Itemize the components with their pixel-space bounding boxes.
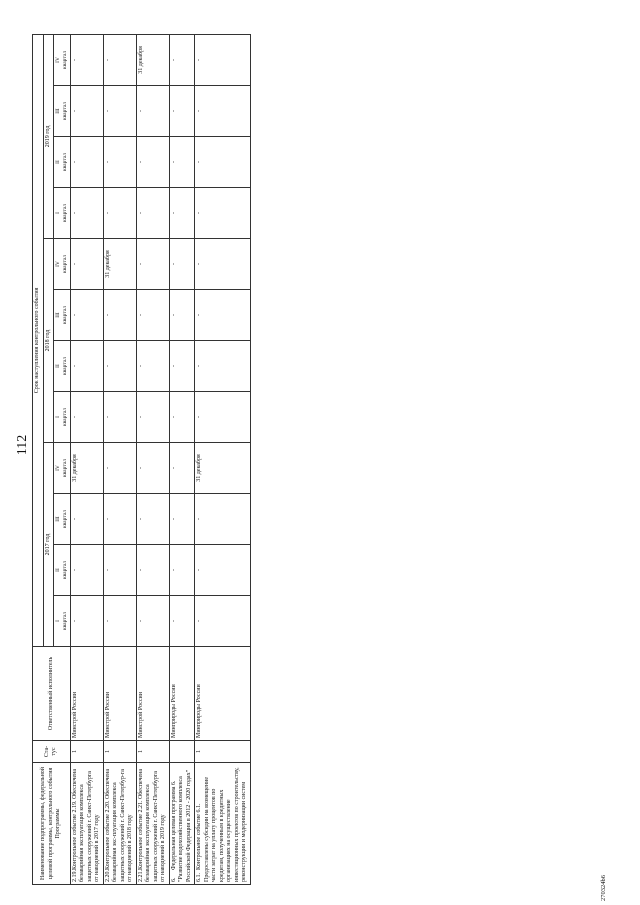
quarter-cell: -: [195, 494, 251, 545]
quarter-cell: -: [169, 290, 195, 341]
quarter-cell: -: [136, 239, 169, 290]
quarter-word: квартал: [61, 254, 68, 274]
header-status: Ста-тус: [33, 741, 71, 763]
quarter-cell: -: [136, 443, 169, 494]
header-quarter: [54, 239, 71, 290]
quarter-word: квартал: [61, 611, 68, 631]
quarter-cell: -: [103, 596, 136, 647]
header-year: 2018 год: [43, 239, 54, 443]
row-executor: Минприроды России: [195, 647, 251, 741]
quarter-cell: 31 декабря: [136, 34, 169, 85]
quarter-cell: -: [136, 392, 169, 443]
control-events-table: [32, 34, 251, 885]
quarter-cell: -: [103, 341, 136, 392]
quarter-cell: -: [70, 341, 103, 392]
quarter-cell: -: [195, 596, 251, 647]
header-executor: Ответственный исполнитель: [33, 647, 71, 741]
row-status: 1: [103, 741, 136, 763]
row-name: Контрольное событие 6.1. Предоставлены субсидии на возмещение части затрат на уплату процентов по кредитам, полученным в кредитных организациях на осуществление инвестиционных проектов по строительству, реконструкции и модернизации систем: [196, 767, 248, 882]
quarter-cell: -: [103, 545, 136, 596]
quarter-cell: -: [195, 137, 251, 188]
row-name-cell: [103, 763, 136, 885]
header-name: Наименование подпрограммы, федеральной целевой программы, контрольного события Программы: [33, 763, 71, 885]
quarter-cell: -: [103, 290, 136, 341]
quarter-cell: -: [169, 494, 195, 545]
quarter-cell: -: [169, 341, 195, 392]
quarter-cell: -: [136, 290, 169, 341]
quarter-word: квартал: [61, 101, 68, 121]
quarter-cell: -: [169, 443, 195, 494]
quarter-cell: -: [169, 545, 195, 596]
header-deadline: Срок наступления контрольного события: [33, 34, 44, 646]
row-executor: Минстрой России: [70, 647, 103, 741]
quarter-word: квартал: [61, 509, 68, 529]
quarter-number: II: [55, 160, 61, 164]
quarter-word: квартал: [61, 305, 68, 325]
quarter-number: IV: [55, 261, 61, 267]
quarter-number: II: [55, 568, 61, 572]
table-row: [103, 34, 136, 884]
header-quarter: [54, 86, 71, 137]
quarter-cell: -: [136, 545, 169, 596]
quarter-cell: 31 декабря: [70, 443, 103, 494]
quarter-cell: -: [195, 34, 251, 85]
page-number: 112: [15, 434, 30, 456]
quarter-cell: -: [195, 239, 251, 290]
quarter-cell: -: [169, 34, 195, 85]
quarter-cell: -: [169, 86, 195, 137]
row-status: 1: [195, 741, 251, 763]
quarter-cell: -: [70, 392, 103, 443]
quarter-cell: -: [169, 188, 195, 239]
quarter-cell: -: [169, 239, 195, 290]
quarter-cell: -: [103, 137, 136, 188]
quarter-cell: -: [70, 494, 103, 545]
quarter-number: I: [55, 212, 61, 214]
header-year: 2017 год: [43, 443, 54, 647]
row-name: Контрольное событие 2.21. Обеспечена безаварийная эксплуатация комплекса защитных сооружений г. Санкт-Петербурга от наводнений в 2019 году: [137, 768, 167, 882]
quarter-cell: -: [136, 188, 169, 239]
quarter-cell: -: [136, 494, 169, 545]
quarter-cell: -: [195, 86, 251, 137]
quarter-word: квартал: [61, 407, 68, 427]
quarter-word: квартал: [61, 50, 68, 69]
document-id: 270324b6: [600, 875, 607, 901]
row-name: Контрольное событие 2.20. Обеспечена безаварийная экс-плуатация комплекса защитных сооружений г. Санкт-Петербур-га от наводнений в 2018 году: [104, 768, 134, 882]
quarter-number: III: [55, 516, 61, 522]
quarter-cell: -: [103, 494, 136, 545]
row-name: Федеральная целевая программа 6. "Развитие водохозяйственного комплекса Российской Федерации в 2012 - 2020 годах": [170, 769, 192, 882]
table-row: [136, 34, 169, 884]
header-quarter: [54, 137, 71, 188]
quarter-number: III: [55, 312, 61, 318]
row-name-cell: [136, 763, 169, 885]
quarter-cell: -: [70, 137, 103, 188]
quarter-cell: -: [103, 443, 136, 494]
row-number: 2.21.: [137, 870, 144, 882]
quarter-word: квартал: [61, 458, 68, 478]
quarter-cell: -: [70, 545, 103, 596]
quarter-cell: -: [195, 188, 251, 239]
header-quarter: [54, 392, 71, 443]
quarter-cell: -: [70, 596, 103, 647]
quarter-number: III: [55, 108, 61, 114]
quarter-cell: -: [169, 392, 195, 443]
quarter-cell: -: [169, 596, 195, 647]
quarter-cell: 31 декабря: [195, 443, 251, 494]
quarter-cell: -: [103, 188, 136, 239]
quarter-cell: -: [70, 290, 103, 341]
quarter-cell: -: [195, 545, 251, 596]
header-quarter: [54, 290, 71, 341]
quarter-cell: -: [136, 86, 169, 137]
header-quarter: [54, 34, 71, 85]
header-quarter: [54, 545, 71, 596]
row-number: 2.19.: [71, 870, 78, 882]
quarter-number: IV: [55, 465, 61, 471]
quarter-number: I: [55, 416, 61, 418]
row-name-cell: [169, 763, 195, 885]
row-number: 6.: [170, 877, 177, 882]
row-name-cell: [70, 763, 103, 885]
quarter-cell: -: [70, 188, 103, 239]
quarter-cell: -: [70, 86, 103, 137]
quarter-cell: -: [136, 596, 169, 647]
table-row: [169, 34, 195, 884]
quarter-number: IV: [55, 57, 61, 63]
quarter-cell: -: [103, 86, 136, 137]
quarter-word: квартал: [61, 560, 68, 580]
header-quarter: [54, 443, 71, 494]
row-executor: Минстрой России: [136, 647, 169, 741]
row-name-cell: [195, 763, 251, 885]
header-quarter: [54, 596, 71, 647]
header-quarter: [54, 341, 71, 392]
row-status: 1: [70, 741, 103, 763]
quarter-cell: -: [136, 341, 169, 392]
quarter-number: II: [55, 364, 61, 368]
quarter-cell: -: [195, 341, 251, 392]
quarter-word: квартал: [61, 152, 68, 172]
quarter-word: квартал: [61, 203, 68, 223]
row-number: 6.1.: [196, 873, 203, 882]
quarter-cell: -: [70, 239, 103, 290]
quarter-cell: -: [169, 137, 195, 188]
row-status: 1: [136, 741, 169, 763]
quarter-cell: 31 декабря: [103, 239, 136, 290]
row-executor: Минприроды России: [169, 647, 195, 741]
quarter-cell: -: [70, 34, 103, 85]
row-name: Контрольное событие 2.19. Обеспечена безаварийная эксплуатация комплекса защитных сооружений г. Санкт-Петербурга от наводнений в 2017 году: [71, 768, 101, 882]
quarter-number: I: [55, 620, 61, 622]
quarter-cell: -: [195, 290, 251, 341]
row-number: 2.20.: [104, 870, 111, 882]
table-row: [195, 34, 251, 884]
row-status: [169, 741, 195, 763]
header-quarter: [54, 494, 71, 545]
table-row: [70, 34, 103, 884]
header-year: 2019 год: [43, 34, 54, 238]
quarter-cell: -: [136, 137, 169, 188]
quarter-cell: -: [103, 392, 136, 443]
row-executor: Минстрой России: [103, 647, 136, 741]
quarter-cell: -: [195, 392, 251, 443]
header-quarter: [54, 188, 71, 239]
quarter-cell: -: [103, 34, 136, 85]
quarter-word: квартал: [61, 356, 68, 376]
